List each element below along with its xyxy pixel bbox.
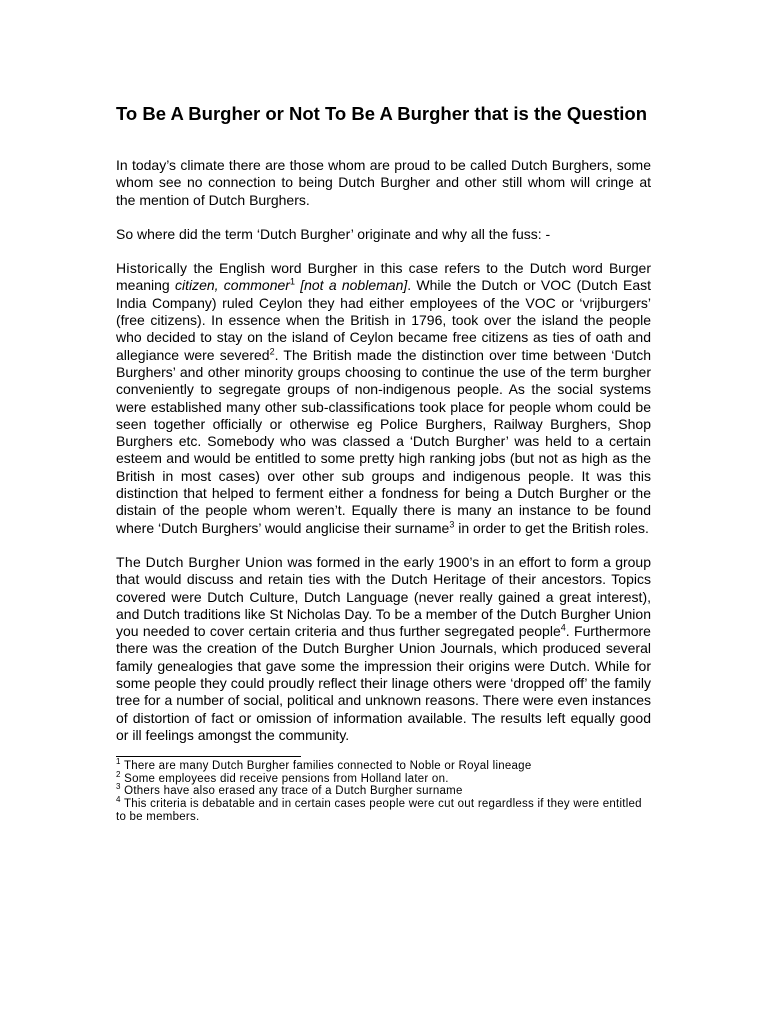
union-lead: The Dutch Burgher Union [116,553,284,570]
document-title: To Be A Burgher or Not To Be A Burgher that is the Question [116,103,648,124]
footnote-text: Some employees did receive pensions from Holland later on. [120,772,449,785]
footnote-number: 3 [116,782,121,792]
footnote-ref-4: 4 [560,622,566,633]
footnote-text: This criteria is debatable and in certain cases people were cut out regardless if they were entitled to be members. [116,797,642,823]
footnote-ref-2: 2 [269,346,275,357]
footnote-number: 1 [116,757,121,767]
intro-paragraph: In today’s climate there are those whom are proud to be called Dutch Burghers, some whom see no connection to being Dutch Burgher and other still whom will cringe at the mention of Dutch Burghers. [116,157,651,208]
union-text-2: . Furthermore there was the creation of the Dutch Burgher Union Journals, which produced several family genealogies that gave some the impression their origins were Dutch. While for some people they could proudly reflect their linage others were ‘dropped off’ the family tree for a number of social, political and unknown reasons. There were even instances of distortion of fact or omission of information available. The results left equally good or ill feelings amongst the community. [116,623,651,743]
footnote-number: 4 [116,795,121,805]
question-paragraph: So where did the term ‘Dutch Burgher’ originate and why all the fuss: - [116,225,551,242]
historically-lead: Historically [116,260,188,277]
historically-italic-2: [not a nobleman] [294,277,408,294]
historically-text-3: . The British made the distinction over time between ‘Dutch Burghers’ and other minority groups choosing to continue the use of the term burgher conveniently to segregate groups of non-indigenous people. As the social systems were established many other sub-classifications took place for people whom could be seen together officially or otherwise eg Police Burghers, Railway Burghers, Shop Burghers etc. Somebody who was classed a ‘Dutch Burgher’ was held to a certain esteem and would be entitled to some pretty high ranking jobs (but not as high as the British in most cases) over other sub groups and indigenous people. It was this distinction that helped to ferment either a fondness for being a Dutch Burgher or the distain of the people whom weren’t. Equally there is many an instance to be found where ‘Dutch Burghers’ would anglicise their surname [116,346,651,536]
historically-text-2: . While the Dutch or VOC (Dutch East India Company) ruled Ceylon they had either employees of the VOC or ‘vrijburgers’ (free citizens). In essence when the British in 1796, took over the island the people who decided to stay on the island of Ceylon became free citizens as ties of oath and allegiance were severed [116,277,652,363]
footnote-separator [116,756,301,757]
footnote-item [116,769,651,786]
footnote-item [116,757,651,773]
historically-italic-1: citizen, commoner [174,277,290,294]
footnote-ref-3: 3 [449,518,455,529]
footnote-number: 2 [116,769,121,779]
footnote-item [116,795,651,823]
footnote-item [116,782,651,798]
footnote-text: There are many Dutch Burgher families connected to Noble or Royal lineage [120,760,532,773]
footnote-ref-1: 1 [289,276,295,287]
historically-text-1: the English word Burgher in this case refers to the Dutch word Burger meaning [116,260,651,294]
historically-paragraph [116,260,651,537]
historically-text-4: in order to get the British roles. [454,519,649,536]
footnote-text: Others have also erased any trace of a Dutch Burgher surname [120,785,463,798]
union-paragraph [116,554,651,744]
footnotes [116,757,651,823]
document-page [116,102,651,823]
union-text-1: was formed in the early 1900’s in an effort to form a group that would discuss and retain ties with the Dutch Heritage of their ancestors. Topics covered were Dutch Culture, Dutch Language (never really gained a great interest), and Dutch traditions like St Nicholas Day. To be a member of the Dutch Burgher Union you needed to cover certain criteria and thus further segregated people [116,553,651,640]
